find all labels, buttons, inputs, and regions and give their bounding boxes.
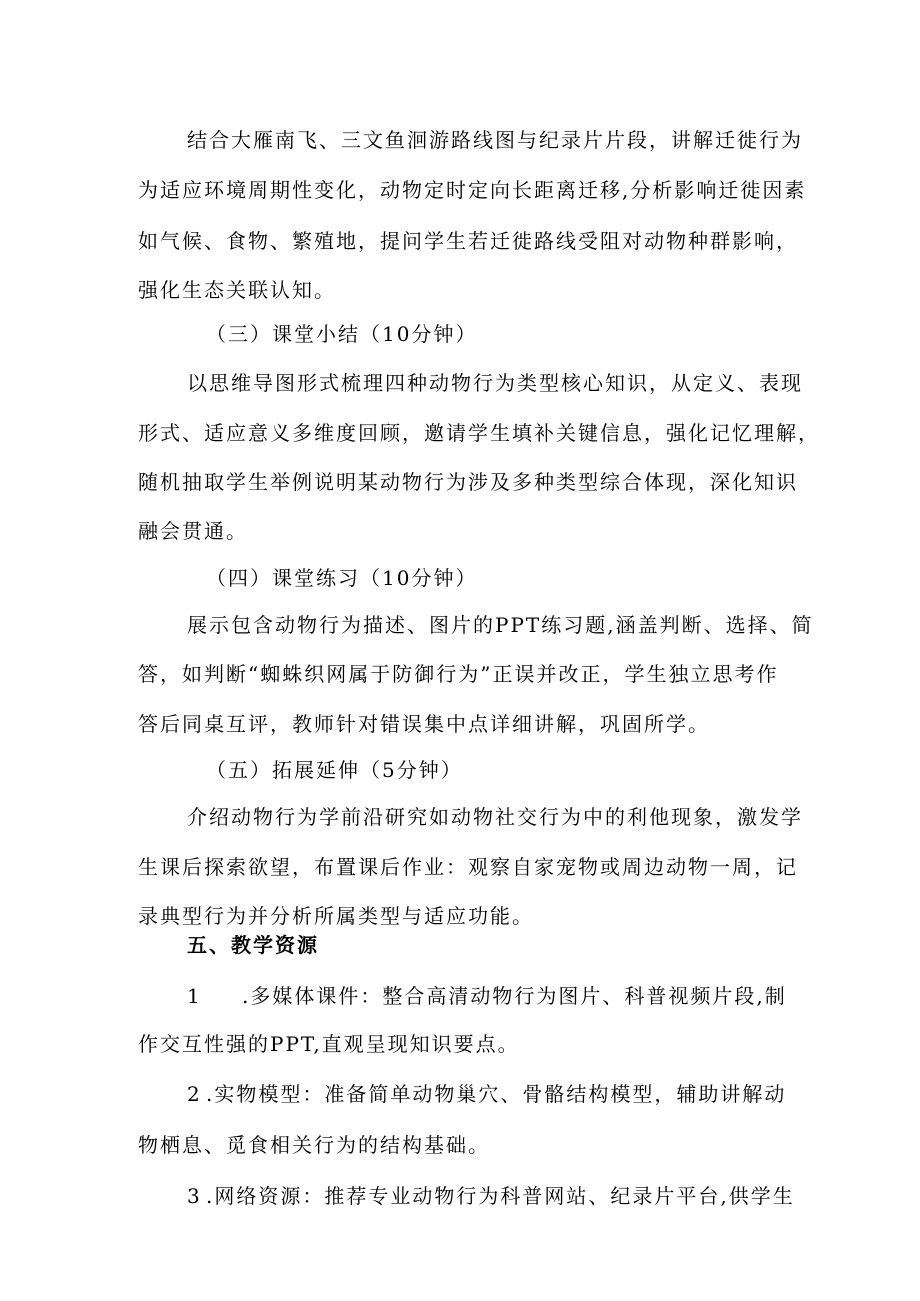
section-title: （四）课堂练习（10分钟）: [206, 566, 478, 590]
paragraph-line: 随机抽取学生举例说明某动物行为涉及多种类型综合体现，深化知识: [138, 470, 798, 494]
paragraph-line: 如气候、食物、繁殖地，提问学生若迁徙路线受阻对动物种群影响，: [138, 229, 798, 253]
paragraph-line: 答后同桌互评，教师针对错误集中点详细讲解，巩固所学。: [138, 712, 710, 736]
paragraph-line: 为适应环境周期性变化，动物定时定向长距离迁移,分析影响迁徙因素: [138, 178, 807, 202]
section-heading: 五、教学资源: [187, 933, 319, 957]
section-title: （三）课堂小结（10分钟）: [206, 322, 478, 346]
paragraph-line: 结合大雁南飞、三文鱼洄游路线图与纪录片片段，讲解迁徙行为: [187, 128, 803, 152]
list-item-text: .网络资源：推荐专业动物行为科普网站、纪录片平台,供学生: [206, 1184, 795, 1208]
list-item-text: 物栖息、觅食相关行为的结构基础。: [138, 1133, 490, 1157]
section-title: （五）拓展延伸（5分钟）: [206, 758, 463, 782]
paragraph-line: 展示包含动物行为描述、图片的PPT练习题,涵盖判断、选择、简: [187, 613, 814, 637]
paragraph-line: 融会贯通。: [138, 519, 248, 543]
list-item-number: 1: [187, 984, 202, 1008]
list-item-text: .实物模型：准备简单动物巢穴、骨骼结构模型，辅助讲解动: [206, 1082, 787, 1106]
paragraph-line: 生课后探索欲望，布置课后作业：观察自家宠物或周边动物一周，记: [138, 855, 798, 879]
list-item-number: 3: [187, 1184, 202, 1208]
paragraph-line: 录典型行为并分析所属类型与适应功能。: [138, 904, 534, 928]
list-item-text: 作交互性强的PPT,直观呈现知识要点。: [138, 1032, 520, 1056]
paragraph-line: 强化生态关联认知。: [138, 278, 336, 302]
list-item-number: 2: [187, 1082, 202, 1106]
paragraph-line: 以思维导图形式梳理四种动物行为类型核心知识，从定义、表现: [187, 371, 803, 395]
paragraph-line: 介绍动物行为学前沿研究如动物社交行为中的利他现象，激发学: [187, 805, 803, 829]
paragraph-line: 形式、适应意义多维度回顾，邀请学生填补关键信息，强化记忆理解，: [138, 421, 820, 445]
list-item-text: .多媒体课件：整合高清动物行为图片、科普视频片段,制: [242, 984, 787, 1008]
paragraph-line: 答，如判断“蜘蛛织网属于防御行为”正误并改正，学生独立思考作: [138, 662, 779, 686]
